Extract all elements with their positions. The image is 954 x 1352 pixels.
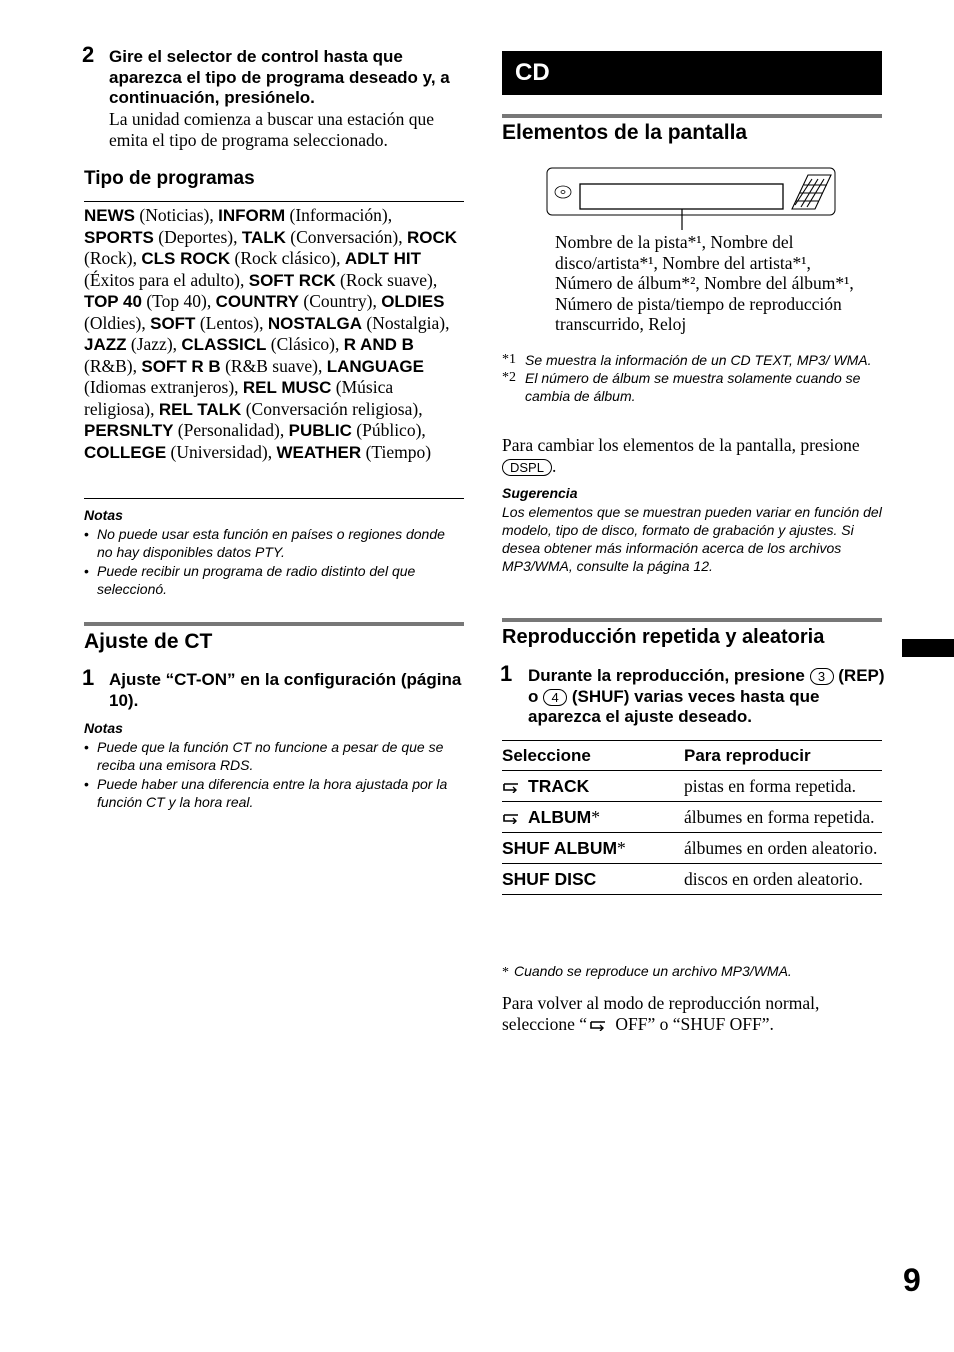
program-type-desc: (Nostalgia) bbox=[366, 312, 446, 333]
notes-list bbox=[84, 525, 464, 599]
program-type-code: SOFT R B bbox=[141, 356, 221, 376]
program-type-desc: (Rock clásico) bbox=[234, 248, 337, 268]
program-type-desc: (Oldies) bbox=[84, 312, 142, 333]
note-item: • Puede recibir un programa de radio distinto del que seleccionó. bbox=[84, 562, 464, 598]
cd-banner bbox=[502, 51, 882, 95]
play-cell: pistas en forma repetida. bbox=[684, 771, 882, 802]
repeat-icon bbox=[589, 1019, 609, 1031]
program-type-code: SOFT bbox=[150, 313, 196, 333]
select-cell bbox=[502, 771, 684, 802]
program-type-code: LANGUAGE bbox=[326, 356, 424, 376]
tip-text: Los elementos que se muestran pueden variar en función del modelo, tipo de disco, formato de grabación y ajustes. Si desea obtener más información acerca de los archivos MP3/WMA, consulte la página 12. bbox=[502, 504, 882, 574]
select-cell bbox=[502, 833, 684, 864]
step-body: La unidad comienza a buscar una estación que emita el tipo de programa seleccionado. bbox=[109, 109, 435, 150]
page-number: 9 bbox=[903, 1262, 921, 1298]
table-row bbox=[502, 833, 882, 864]
program-type-desc: (Universidad) bbox=[170, 441, 268, 462]
key-3-button: 3 bbox=[810, 668, 834, 685]
program-type-code: TOP 40 bbox=[84, 292, 142, 311]
program-type-desc: (Música religiosa) bbox=[84, 377, 394, 419]
program-type-code: NEWS bbox=[84, 206, 135, 225]
dspl-button: DSPL bbox=[502, 459, 552, 476]
notes-list bbox=[84, 738, 464, 812]
return-normal-text: Para volver al modo de reproducción normal, seleccione “ OFF” o “SHUF OFF”. bbox=[502, 993, 820, 1034]
step-number: 1 bbox=[500, 661, 513, 686]
table-row bbox=[502, 802, 882, 833]
column-header: Seleccione bbox=[502, 741, 684, 771]
program-type-code: OLDIES bbox=[381, 292, 445, 311]
notes-title: Notas bbox=[84, 507, 123, 523]
footnote-mark: * bbox=[617, 838, 626, 858]
program-types-list: NEWS (Noticias), INFORM (Información), SPORTS (Deportes), TALK (Conversación), ROCK (Rock), CLS ROCK (Rock clásico), ADLT HIT (Éxitos para el adulto), SOFT RCK (Rock suave), TOP 40 (Top 40), COUNTRY (Country), OLDIES (Oldies), SOFT (Lentos), NOSTALGA (Nostalgia), JAZZ (Jazz), CLASSICL (Clásico), R AND B (R&B), SOFT R B (R&B suave), LANGUAGE (Idiomas extranjeros), REL MUSC (Música religiosa), REL TALK (Conversación religiosa), PERSNLTY (Personalidad), PUBLIC (Público), COLLEGE (Universidad), WEATHER (Tiempo) bbox=[84, 205, 457, 462]
play-cell: discos en orden aleatorio. bbox=[684, 864, 882, 895]
change-display-text: Para cambiar los elementos de la pantalla, presione DSPL . bbox=[502, 435, 860, 476]
footnote: *2 El número de álbum se muestra solamente cuando se cambia de álbum. bbox=[502, 370, 861, 404]
program-type-desc: (Información) bbox=[289, 205, 388, 225]
program-type-code: COUNTRY bbox=[215, 292, 300, 311]
program-type-code: COLLEGE bbox=[84, 442, 167, 462]
program-type-desc: (Rock suave) bbox=[340, 269, 433, 290]
tip-title: Sugerencia bbox=[502, 485, 578, 501]
table-header-row bbox=[502, 741, 882, 771]
divider bbox=[84, 201, 464, 202]
program-type-desc: (Noticias) bbox=[139, 205, 210, 225]
program-type-desc: (Clásico) bbox=[270, 334, 335, 354]
select-label: SHUF ALBUM bbox=[502, 838, 618, 858]
table-row bbox=[502, 864, 882, 895]
display-section-title: Elementos de la pantalla bbox=[502, 121, 748, 144]
step-heading: Ajuste “CT-ON” en la configuración (página 10). bbox=[109, 670, 462, 710]
section-rule bbox=[502, 114, 882, 118]
program-type-desc: (Personalidad) bbox=[177, 420, 280, 440]
ct-section-title: Ajuste de CT bbox=[84, 630, 213, 653]
repeat-section-title: Reproducción repetida y aleatoria bbox=[502, 626, 825, 648]
program-type-code: R AND B bbox=[343, 335, 414, 354]
program-type-desc: (Éxitos para el adulto) bbox=[84, 269, 240, 290]
table-footnote: * Cuando se reproduce un archivo MP3/WMA. bbox=[502, 963, 792, 980]
program-type-code: ROCK bbox=[406, 227, 457, 247]
side-tab bbox=[902, 639, 954, 657]
step-heading: Gire el selector de control hasta que aparezca el tipo de programa deseado y, a continuación, presiónelo. bbox=[109, 47, 450, 107]
repeat-icon bbox=[502, 781, 522, 793]
select-label: TRACK bbox=[528, 776, 590, 796]
program-types-title: Tipo de programas bbox=[84, 168, 255, 189]
step-heading: Durante la reproducción, presione 3 (REP) o 4 (SHUF) varias veces hasta que aparezca el ajuste deseado. bbox=[528, 666, 885, 726]
repeat-icon bbox=[502, 812, 522, 824]
program-type-code: PUBLIC bbox=[288, 421, 352, 440]
program-type-code: JAZZ bbox=[84, 335, 127, 354]
select-label: ALBUM bbox=[528, 807, 592, 827]
program-type-desc: (Jazz) bbox=[130, 334, 173, 354]
section-rule bbox=[502, 618, 882, 622]
footnote: *1 Se muestra la información de un CD TEXT, MP3/ WMA. bbox=[502, 352, 872, 368]
select-cell bbox=[502, 802, 684, 833]
table-row bbox=[502, 771, 882, 802]
program-type-code: CLASSICL bbox=[181, 335, 267, 354]
program-type-desc: (Conversación) bbox=[290, 226, 399, 247]
play-cell: álbumes en forma repetida. bbox=[684, 802, 882, 833]
program-type-desc: (Country) bbox=[303, 291, 373, 311]
column-header: Para reproducir bbox=[684, 741, 882, 771]
program-type-desc: (Lentos) bbox=[199, 312, 260, 333]
program-type-desc: (Conversación religiosa) bbox=[245, 398, 419, 419]
program-type-code: REL TALK bbox=[158, 399, 242, 419]
step-number: 2 bbox=[82, 42, 95, 67]
display-footnotes bbox=[502, 351, 882, 405]
section-rule bbox=[84, 622, 464, 626]
play-cell: álbumes en orden aleatorio. bbox=[684, 833, 882, 864]
text-area bbox=[580, 184, 783, 209]
key-4-button: 4 bbox=[543, 689, 567, 706]
repeat-table bbox=[502, 740, 882, 895]
notes-title: Notas bbox=[84, 720, 123, 736]
note-item: • No puede usar esta función en países o regiones donde no hay disponibles datos PTY. bbox=[84, 525, 464, 561]
step-number: 1 bbox=[82, 665, 95, 690]
program-type-desc: (Top 40) bbox=[146, 291, 207, 311]
note-item: • Puede que la función CT no funcione a pesar de que se reciba una emisora RDS. bbox=[84, 738, 464, 774]
program-type-code: CLS ROCK bbox=[141, 249, 231, 268]
program-type-desc: (Deportes) bbox=[158, 226, 234, 247]
program-type-desc: (Tiempo) bbox=[365, 441, 432, 462]
divider bbox=[84, 498, 464, 499]
program-type-code: NOSTALGA bbox=[267, 313, 362, 333]
program-type-desc: (R&B suave) bbox=[225, 355, 318, 376]
program-type-desc: (Idiomas extranjeros) bbox=[84, 377, 235, 397]
program-type-code: SPORTS bbox=[84, 227, 154, 247]
program-type-code: REL MUSC bbox=[242, 378, 332, 397]
display-illustration bbox=[546, 167, 838, 231]
program-type-code: SOFT RCK bbox=[248, 270, 336, 290]
select-cell bbox=[502, 864, 684, 895]
footnote-mark: * bbox=[591, 807, 600, 827]
program-type-code: ADLT HIT bbox=[344, 249, 421, 268]
program-type-desc: (Rock) bbox=[84, 248, 133, 268]
program-type-code: WEATHER bbox=[276, 442, 362, 462]
program-type-code: INFORM bbox=[218, 206, 286, 225]
cd-banner-title: CD bbox=[515, 59, 550, 86]
note-item: • Puede haber una diferencia entre la hora ajustada por la función CT y la hora real. bbox=[84, 775, 464, 811]
program-type-code: TALK bbox=[241, 227, 286, 247]
select-label: SHUF DISC bbox=[502, 869, 597, 889]
program-type-desc: (R&B) bbox=[84, 355, 133, 376]
program-type-code: PERSNLTY bbox=[84, 421, 174, 440]
program-type-desc: (Público) bbox=[356, 420, 422, 440]
display-caption: Nombre de la pista*¹, Nombre del disco/artista*¹, Nombre del artista*¹, Número de álbum*², Nombre del álbum*¹, Número de pista/tiempo de reproducción transcurrido, Reloj bbox=[555, 232, 854, 334]
